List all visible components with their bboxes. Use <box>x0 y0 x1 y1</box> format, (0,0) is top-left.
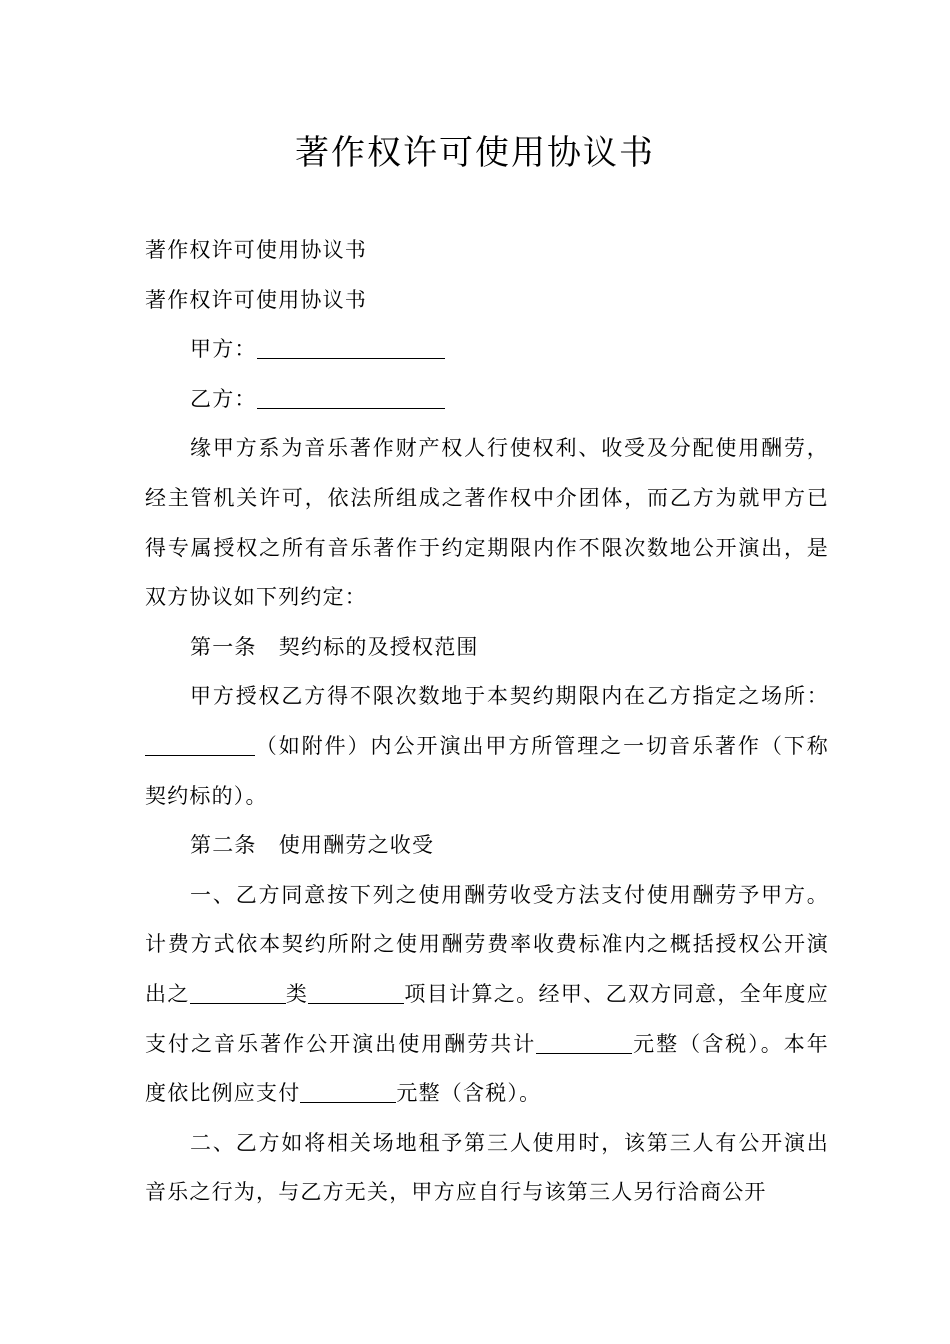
clause-1-part-3: 项目计算之。经甲、乙双方同意，全年度应支付之音乐著作公开演出使用酬劳共计 <box>145 981 829 1056</box>
preamble-paragraph: 缘甲方系为音乐著作财产权人行使权利、收受及分配使用酬劳，经主管机关许可，依法所组成之著作权中介团体，而乙方为就甲方已得专属授权之所有音乐著作于约定期限内作不限次数地公开演出，是双方协议如下列约定： <box>145 436 829 610</box>
clause-1-part-5: 元整（含税）。 <box>396 1081 542 1106</box>
article-2-clause-1 <box>145 871 829 1119</box>
party-b-label: 乙方： <box>190 386 257 411</box>
party-a-blank <box>257 337 445 359</box>
article-1-heading: 第一条 契约标的及授权范围 <box>190 634 479 659</box>
article-2-heading: 第二条 使用酬劳之收受 <box>190 833 435 858</box>
venue-blank <box>145 734 255 756</box>
party-b-blank <box>257 387 445 409</box>
document-title: 著作权许可使用协议书 <box>295 133 655 173</box>
annual-amount-blank <box>536 1032 632 1054</box>
clause-1-part-1: 一、乙方同意按下列之使用酬劳收受方法支付使用酬劳予甲方。计费方式依本契约所附之使用酬劳费率收费标准内之概括授权公开演出之 <box>145 882 829 1006</box>
clause-1-part-4: 元整（含税）。本年度依比例应支付 <box>145 1031 829 1106</box>
party-b-line <box>145 375 829 425</box>
heading-line: 著作权许可使用协议书 <box>145 238 367 262</box>
article-1-paragraph <box>145 672 829 821</box>
category-blank <box>190 982 286 1004</box>
document-body <box>145 226 829 1218</box>
current-year-amount-blank <box>300 1081 396 1103</box>
clause-1-part-2: 类 <box>285 981 309 1006</box>
item-blank <box>308 982 404 1004</box>
article-1-text-after: （如附件）内公开演出甲方所管理之一切音乐著作（下称契约标的）。 <box>145 733 829 808</box>
party-a-line <box>145 325 829 375</box>
article-1-text-before: 甲方授权乙方得不限次数地于本契约期限内在乙方指定之场所： <box>190 684 829 709</box>
party-a-label: 甲方： <box>190 337 257 362</box>
heading-line: 著作权许可使用协议书 <box>145 287 367 312</box>
article-2-clause-2: 二、乙方如将相关场地租予第三人使用时，该第三人有公开演出音乐之行为，与乙方无关，甲方应自行与该第三人另行洽商公开 <box>145 1130 829 1205</box>
